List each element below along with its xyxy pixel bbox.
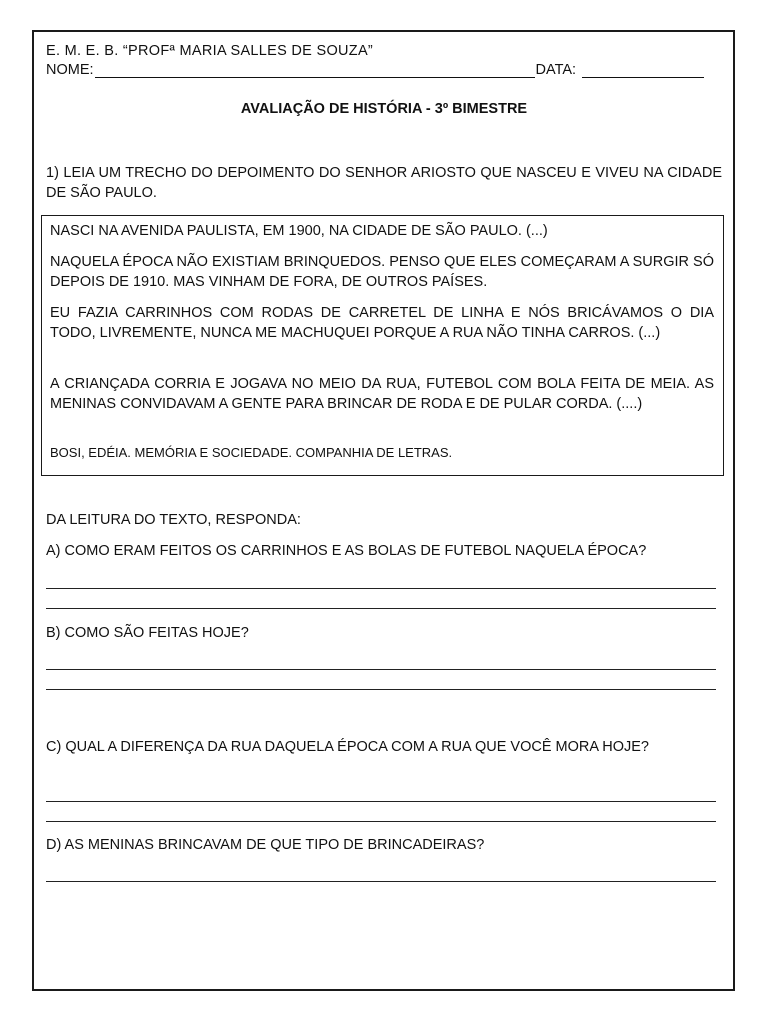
- excerpt-paragraph-4: A CRIANÇADA CORRIA E JOGAVA NO MEIO DA RUA, FUTEBOL COM BOLA FEITA DE MEIA. AS MENINAS CONVIDAVAM A GENTE PARA BRINCAR DE RODA E DE PULAR CORDA. (....): [50, 376, 714, 412]
- question-1: 1) LEIA UM TRECHO DO DEPOIMENTO DO SENHOR ARIOSTO QUE NASCEU E VIVEU NA CIDADE DE SÃO PAULO.: [46, 165, 722, 201]
- answer-line-a1[interactable]: [46, 588, 716, 589]
- answer-line-b2[interactable]: [46, 689, 716, 690]
- answer-line-a2[interactable]: [46, 608, 716, 609]
- answer-line-d1[interactable]: [46, 881, 716, 882]
- name-label: NOME:: [46, 62, 94, 78]
- question-d: D) AS MENINAS BRINCAVAM DE QUE TIPO DE BRINCADEIRAS?: [46, 837, 485, 853]
- excerpt-source: BOSI, EDÉIA. MEMÓRIA E SOCIEDADE. COMPANHIA DE LETRAS.: [50, 445, 453, 460]
- school-name: E. M. E. B. “PROFª MARIA SALLES DE SOUZA”: [46, 43, 374, 59]
- date-field[interactable]: [582, 63, 704, 78]
- name-field[interactable]: [95, 63, 535, 78]
- question-a: A) COMO ERAM FEITOS OS CARRINHOS E AS BOLAS DE FUTEBOL NAQUELA ÉPOCA?: [46, 543, 647, 559]
- answer-line-c1[interactable]: [46, 801, 716, 802]
- excerpt-paragraph-3: EU FAZIA CARRINHOS COM RODAS DE CARRETEL DE LINHA E NÓS BRICÁVAMOS O DIA TODO, LIVREMENTE, NUNCA ME MACHUQUEI PORQUE A RUA NÃO TINHA CARROS. (...): [50, 305, 714, 341]
- instruction-text: DA LEITURA DO TEXTO, RESPONDA:: [46, 512, 301, 528]
- question-b: B) COMO SÃO FEITAS HOJE?: [46, 625, 249, 641]
- question-c: C) QUAL A DIFERENÇA DA RUA DAQUELA ÉPOCA COM A RUA QUE VOCÊ MORA HOJE?: [46, 739, 649, 755]
- page-title: AVALIAÇÃO DE HISTÓRIA - 3º BIMESTRE: [240, 101, 528, 117]
- date-label: DATA:: [535, 62, 577, 78]
- excerpt-paragraph-1: NASCI NA AVENIDA PAULISTA, EM 1900, NA CIDADE DE SÃO PAULO. (...): [50, 223, 548, 239]
- name-date-row: [46, 62, 722, 78]
- answer-line-c2[interactable]: [46, 821, 716, 822]
- answer-line-b1[interactable]: [46, 669, 716, 670]
- excerpt-paragraph-2: NAQUELA ÉPOCA NÃO EXISTIAM BRINQUEDOS. PENSO QUE ELES COMEÇARAM A SURGIR SÓ DEPOIS DE 1910. MAS VINHAM DE FORA, DE OUTROS PAÍSES.: [50, 254, 714, 290]
